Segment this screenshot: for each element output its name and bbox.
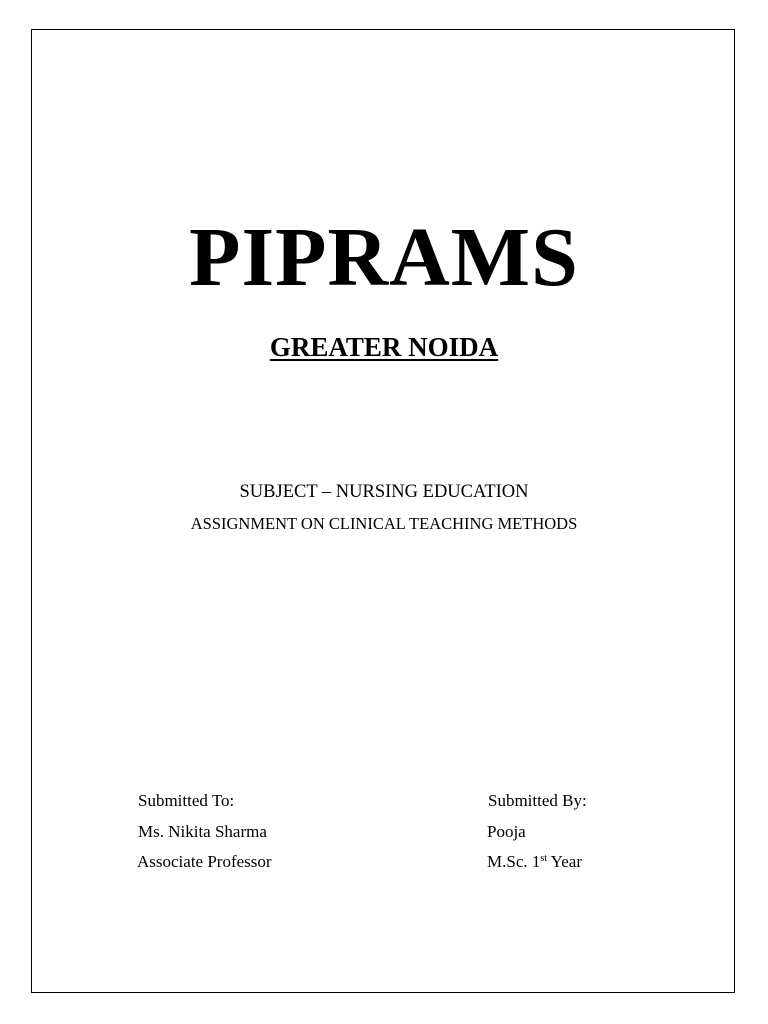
- submitted-to-designation: Associate Professor: [137, 852, 272, 871]
- course-suffix: Year: [547, 852, 582, 871]
- submitted-to-heading: Submitted To:: [138, 791, 235, 810]
- submitted-by-course: [487, 852, 582, 872]
- course-prefix: M.Sc. 1: [487, 852, 541, 871]
- assignment-title: ASSIGNMENT ON CLINICAL TEACHING METHODS: [190, 514, 578, 533]
- course-superscript: st: [540, 853, 548, 864]
- submitted-by-heading: Submitted By:: [488, 791, 587, 810]
- submitted-by-name: Pooja: [487, 822, 526, 841]
- submitted-to-name: Ms. Nikita Sharma: [138, 822, 267, 841]
- page-border: [31, 29, 735, 993]
- subject-line: SUBJECT – NURSING EDUCATION: [239, 482, 529, 502]
- institute-location: GREATER NOIDA: [269, 332, 499, 362]
- institute-title: PIPRAMS: [189, 211, 579, 304]
